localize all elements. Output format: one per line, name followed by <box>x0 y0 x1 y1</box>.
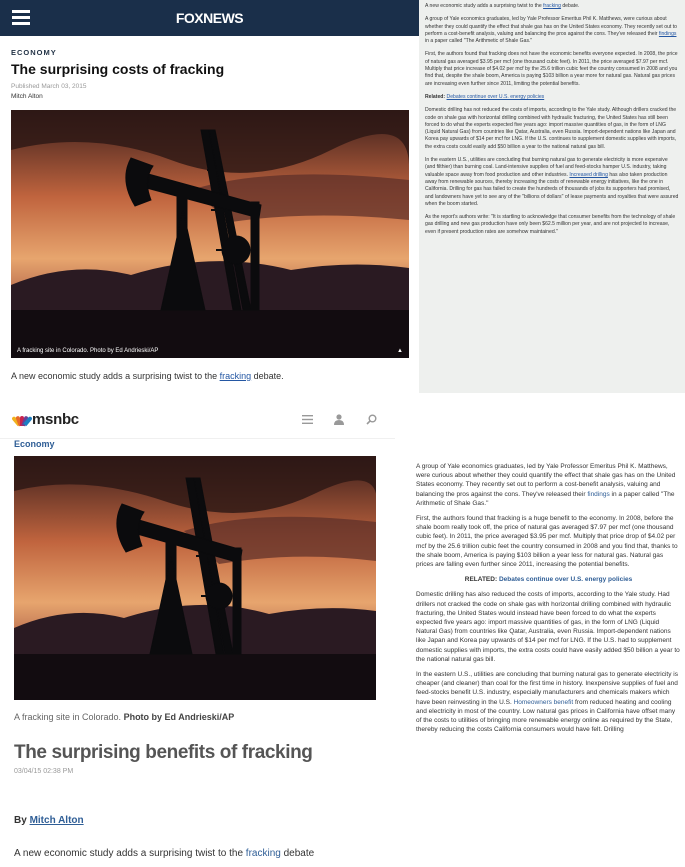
photo-caption: A fracking site in Colorado. Photo by Ed Andrieski/AP <box>17 348 159 354</box>
msnbc-article <box>0 401 395 867</box>
msnbc-header <box>0 401 395 439</box>
body-paragraph <box>425 157 679 208</box>
menu-icon[interactable] <box>299 411 315 427</box>
body-paragraph: Domestic drilling has not reduced the costs of imports, according to the Yale study. Although drillers cracked the code on shale gas with horizontal drilling combined with hydraulic fracturing, the United States has still been forced to do what the experts expected five years ago: import massive quantities of gas, in the form of LNG (Liquid Natural Gas) from countries like Qatar, Australia, even Russia. Import-dependent nations like Japan and Korea pay upwards of $14 per mcf for LNG. If the U.S. continues to supplement domestic supplies with imports, the extra costs could easily add $50 billion a year to the national natural gas bill. <box>425 107 677 150</box>
body-text: In the eastern U.S., utilities are concluding that burning natural gas to generate electricity is cheaper (and cleaner) than coal for the first time in history. Inexpensive supplies of fuel and feed-stocks benefit U.S. industry, especially manufacturers and chemicals makers which have been reinvesting in the U.S. <box>416 671 678 706</box>
header-icons <box>299 411 379 427</box>
body-paragraph <box>416 462 681 508</box>
findings-link[interactable]: findings <box>658 30 677 37</box>
related-article-link[interactable]: Debates continue over U.S. energy policies <box>446 93 545 100</box>
related-article-link[interactable]: Debates continue over U.S. energy policies <box>498 576 633 584</box>
body-paragraph: First, the authors found that fracking is a huge benefit to the economy. In 2008, before the shale boom really took off, the price of natural gas averaged $7.97 per mcf (one thousand cubic feet). In 2011, the price averaged $3.95 per mcf. Multiply that price drop of $4.02 per mcf by the 25.6 trillion cubic feet the country consumed in 2008 and you find that, thanks to the shale boom, America is paying $103 billion a year less for natural gas. Natural gas prices are falling even further since 2011, increasing the potential benefits. <box>416 515 678 569</box>
msnbc-article-body <box>410 462 685 867</box>
findings-link[interactable]: findings <box>587 490 610 498</box>
fox-article-body <box>419 0 685 393</box>
author-name[interactable]: Mitch Alton <box>11 93 43 100</box>
body-paragraph: Domestic drilling has also reduced the costs of imports, according to the Yale study. Had drillers not cracked the code on shale gas with horizontal drilling combined with hydraulic fracturing, the United States would instead have been forced to do what the experts expected five years ago: import massive quantities of gas, in the form of LNG (Liquid Natural Gas) from countries like Qatar, Australia, even Russia. Import-dependent nations like Japan and Korea pay upwards of $14 per mcf for LNG. If the U.S. had to supplement domestic supplies with imports, the extra costs could have easily added $50 billion a year to the national natural gas bill. <box>416 591 680 663</box>
body-text: A group of Yale economics graduates, led by Yale Professor Emeritus Phil K. Matthews, were curious about whether they could quantify the effect that shale gas has on the United States economy. They recently set out to perform a cost-benefit analysis, valuing and balancing the pros against the cons. They've released their <box>425 16 678 37</box>
body-text: in a paper called "The Arithmetic of Shale Gas." <box>425 38 533 45</box>
msnbc-wordmark: msnbc <box>32 411 79 428</box>
dek-text: A new economic study adds a surprising twist to the <box>14 848 246 859</box>
related-link-row <box>416 575 681 584</box>
body-text: has also taken production away from renewable sources, thereby increasing the costs of renewable energy initiatives, like the one in California. Drilling for gas has failed to create the hundreds of thousands of jobs its supporters had promised, and landowners have yet to see any of the "billions of dollars" of lease payments and royalties that were assured when the boom started. <box>425 171 679 207</box>
pumpjack-sunset-image <box>11 110 409 358</box>
fox-article <box>0 0 419 393</box>
photo-caption <box>14 712 234 722</box>
user-icon[interactable] <box>331 411 347 427</box>
article-title: The surprising costs of fracking <box>11 61 225 77</box>
photo-credit: Photo by Ed Andrieski/AP <box>123 712 235 722</box>
article-dek <box>14 848 314 859</box>
caption-text: A fracking site in Colorado. <box>14 712 124 722</box>
dek-text-end: debate <box>280 848 315 859</box>
body-text: from reduced heating and cooling and electricity in most of the country. Low natural gas prices in California have offset many of the costs to utilities of bringing more renewable energy online as required by the State, thereby reducing the costs California consumers would have felt. Drilling <box>416 698 676 734</box>
article-photo <box>11 110 409 358</box>
article-title: The surprising benefits of fracking <box>14 742 313 763</box>
fox-news-logo[interactable]: FOXNEWS <box>175 10 244 26</box>
fracking-link[interactable]: fracking <box>219 371 252 381</box>
body-text: in a paper called "The Arithmetic of Shale Gas." <box>416 490 675 507</box>
byline <box>14 815 84 826</box>
body-text: A new economic study adds a surprising twist to the <box>425 3 544 9</box>
body-paragraph: First, the authors found that fracking does not have the economic benefits everyone expected. In 2008, the price of natural gas averaged $3.95 per mcf (one thousand cubic feet). In 2011, the price averaged $7.97 per mcf. Multiply that price increase of $4.02 per mcf by the 25.6 trillion cubic feet the country consumed in 2008 and you find that, despite the shale boom, America is paying $103 billion a year more for natural gas. Natural gas prices are increasing even further since 2011, limiting the potential benefits. <box>425 51 678 87</box>
caret-up-icon[interactable]: ▲ <box>397 348 403 354</box>
by-label: By <box>14 815 30 826</box>
related-link-row <box>425 94 679 101</box>
body-paragraph <box>425 3 679 10</box>
author-link[interactable]: Mitch Alton <box>29 815 84 826</box>
related-label: RELATED: <box>464 576 499 584</box>
body-paragraph <box>416 670 681 734</box>
related-label: Related: <box>425 93 447 100</box>
body-text: In the eastern U.S., utilities are concluding that burning natural gas to generate electricity is more expensive (and filthier) than burning coal. Land-intensive supplies of fuel and feed-stocks hamper U.S. industry, taking valuable space away from food production and other industries. <box>425 157 668 178</box>
body-paragraph <box>425 16 679 45</box>
body-text: debate. <box>560 3 580 9</box>
article-dek <box>11 371 284 381</box>
fox-header-bar <box>0 0 419 36</box>
body-paragraph: As the report's authors write: "It is startling to acknowledge that consumer benefits from the technology of shale gas drilling and new gas production have only been $62.5 million per year, and are not projected to increase, even if present production rates are somehow maintained." <box>425 214 676 235</box>
homeowners-benefit-link[interactable]: Homeowners benefit <box>513 698 574 706</box>
hamburger-menu-icon[interactable] <box>12 10 30 25</box>
published-date: Published March 03, 2015 <box>11 83 87 90</box>
msnbc-logo[interactable] <box>14 411 79 428</box>
pumpjack-sunset-image <box>14 456 376 700</box>
search-icon[interactable] <box>363 411 379 427</box>
increased-drilling-link[interactable]: Increased drilling <box>569 171 608 178</box>
published-date: 03/04/15 02:38 PM <box>14 768 74 775</box>
panel-divider <box>0 393 685 401</box>
fracking-link[interactable]: fracking <box>245 848 281 859</box>
article-photo <box>14 456 376 700</box>
section-label[interactable]: Economy <box>14 439 55 449</box>
peacock-icon <box>14 414 30 426</box>
fracking-link[interactable]: fracking <box>543 3 561 9</box>
body-text: A group of Yale economics graduates, led by Yale Professor Emeritus Phil K. Matthews, were curious about whether they could quantify the effect that shale gas has on the United States economy. They recently set out to perform a cost-benefit analysis, valuing and balancing the pros against the cons. They've released their <box>416 463 676 498</box>
dek-text-end: debate. <box>251 371 284 381</box>
section-label[interactable]: ECONOMY <box>11 48 57 57</box>
dek-text: A new economic study adds a surprising twist to the <box>11 371 220 381</box>
